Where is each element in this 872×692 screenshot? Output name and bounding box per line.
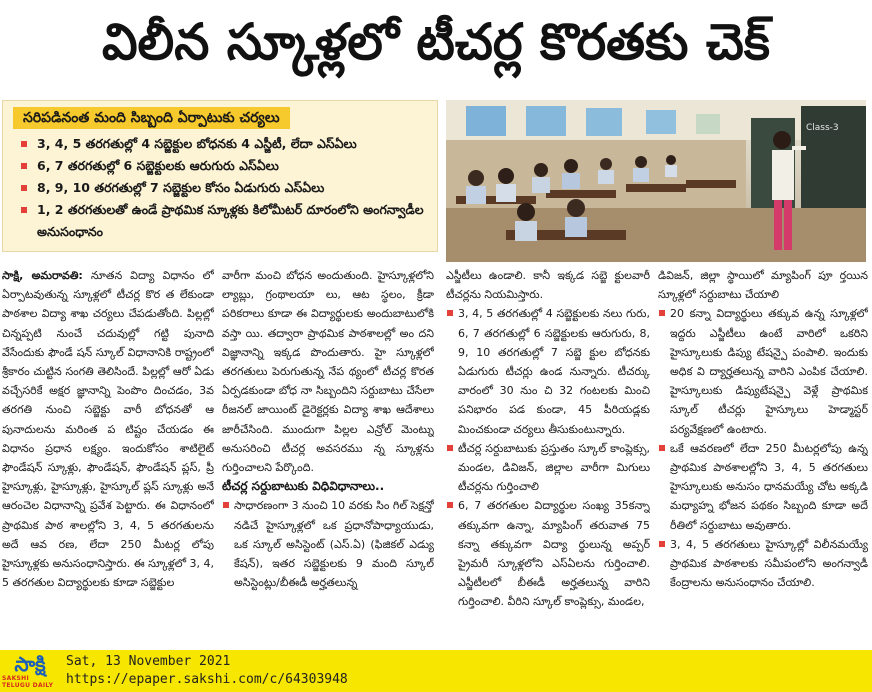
- column-3-bullet: 6, 7 తరగతుల విద్యార్థుల సంఖ్య 35కన్నా తక్కువగా ఉన్నా, మ్యాపింగ్ తరువాత 75 కన్నా తక్కువగా విద్యా ర్థులున్న అప్పర్ ప్రైమరీ స్కూళ్లలోని ఎస్ఏలను గుర్తించాలి. ఎస్జీటీలలో బీఈడీ అర్హతలున్న వారిని గుర్తించాలి. వీరిని స్కూల్ కాంప్లెక్సు, మండల,: [446, 496, 650, 611]
- sakshi-logo: [2, 652, 58, 690]
- column-3-bullet: టీచర్ల సర్దుబాటుకు ప్రస్తుతం స్కూల్ కాంప్లెక్సు, మండల, డివిజన్, జిల్లాల వారీగా మిగులు టీచర్లను గుర్తించాలి: [446, 439, 650, 497]
- column-4-bullet: 20 కన్నా విద్యార్థులు తక్కువ ఉన్న స్కూళ్లలో ఇద్దరు ఎస్జీటీలు ఉంటే వారిలో ఒకరిని హైస్కూలుకు డిప్యు టేషన్పై పంపాలి. ఇందుకు అధిక వి ద్యార్హతలున్న వారిని ఎంపిక చేయాలి. హైస్కూలుకు డిప్యుటేషన్పై వెళ్లే ప్రాథమిక స్కూల్ టీచర్లు హైస్కూలు హెడ్మాస్టర్ పర్యవేక్షణలో ఉంటారు.: [658, 304, 868, 438]
- article-column-3: [446, 266, 650, 650]
- info-bullet: 6, 7 తరగతుల్లో 6 సబ్జెక్టులకు ఆరుగురు ఎస్ఏలు: [15, 155, 435, 177]
- info-bullet: 3, 4, 5 తరగతుల్లో 4 సబ్జెక్టుల బోధనకు 4 ఎస్జీటీ, లేదా ఎస్ఏలు: [15, 133, 435, 155]
- edition-date: Sat, 13 November 2021: [66, 654, 231, 669]
- classroom-photo: [446, 100, 866, 262]
- article-column-1: [2, 266, 214, 650]
- dateline: సాక్షి, అమరావతి:: [2, 269, 83, 282]
- info-bullet: 1, 2 తరగతులతో ఉండే ప్రాథమిక స్కూళ్లకు కిలోమీటర్ దూరంలోని అంగన్వాడీల అనుసంధానం: [15, 199, 435, 243]
- column-2-text: వారీగా మంచి బోధన అందుతుంది. హైస్కూళ్లలోని ల్యాబ్లు, గ్రంథాలయా లు, ఆట స్థలం, క్రీడా పరికరాలు కూడా ఈ విద్యార్థులకు అందుబాటులోకి వస్తా యి. తద్వారా ప్రాథమిక పాఠశాలల్లో అం దని విజ్ఞానాన్ని ఇక్కడ పొందుతారు. హై స్కూళ్లలో తరగతులు పెరుగుతున్న నేప థ్యంలో టీచర్ల కొరత ఏర్పడకుండా బోధ నా సిబ్బందిని సర్దుబాటు చేసేలా రీజనల్ జాయింట్ డైరెక్టర్లకు విద్యా శాఖ ఆదేశాలు జారీచేసింది. ముందుగా పిల్లల ఎన్రోల్ మెంట్ను అనుసరించి టీచర్ల అవసరము న్న స్కూళ్లను గుర్తించాలని పేర్కొంది.: [222, 269, 434, 475]
- column-3-text: ఎస్జీటీలు ఉండాలి. కానీ ఇక్కడ సబ్జె క్టులవారీ టీచర్లను నియమిస్తారు.: [446, 269, 650, 302]
- column-1-text: నూతన విద్యా విధానం లో ఏర్పాటవుతున్న స్కూళ్లలో టీచర్ల కొర త లేకుండా పాఠశాల విద్యా శాఖ చర్యలు చేపడుతోంది. పిల్లల్లో చిన్నప్పటి నుంచే చదువుల్లో గట్టి పునాది వేసేందుకు ఫౌండే షన్ స్కూల్ విధానానికి రాష్ట్రంలో శ్రీకారం చుట్టిన సంగతి తెలిసిందే. పిల్లల్లో ఆరో ఏడు వచ్చేసరికే అక్షర జ్ఞానాన్ని పెంపొం దించడం, 3వ తరగతి నుంచి సబ్జెక్టు వారీ బోధనతో ఆ పునాదులను మరింత ప టిష్టం చేయడం ఈ విధానం ప్రధాన లక్ష్యం. ఇందుకోసం శాటిలైట్ ఫౌండేషన్ స్కూళ్లు, ఫౌండేషన్, ఫౌండేషన్ ప్లస్, ప్రీ హైస్కూళ్లు, హైస్కూళ్లు, హైస్కూల్ ప్లస్ స్కూళ్లు అనే ఆరంచెల విధానాన్ని ప్రవేశ పెట్టారు. ఈ విధానంలో ప్రాథమిక పాఠ శాలల్లోని 3, 4, 5 తరగతులను అదే ఆవ రణ, లేదా 250 మీటర్ల లోపు హైస్కూళ్లకు అనుసంధానిస్తారు. ఈ స్కూళ్లలో 3, 4, 5 తరగతుల విద్యార్థులకు కూడా సబ్జెక్టుల: [2, 269, 214, 590]
- article-column-4: [658, 266, 868, 650]
- board-text: Class-3: [806, 123, 839, 133]
- column-4-text: డివిజన్, జిల్లా స్థాయిలో మ్యాపింగ్ పూ ర్తయిన స్కూళ్లలో సర్దుబాటు చేయాలి: [658, 269, 868, 302]
- column-2-bullet: సాధారణంగా 3 నుంచి 10 వరకు సిం గిల్ సెక్షన్తో నడిచే హైస్కూళ్లలో ఒక ప్రధానోపాధ్యాయుడు, ఒక స్కూల్ అసిస్టెంట్ (ఎస్.ఏ) (ఫిజికల్ ఎడ్యు కేషన్), ఇతర సబ్జెక్టులకు 9 మంది స్కూల్ అసిస్టెంట్లు/బీఈడీ అర్హతలున్న: [222, 496, 434, 592]
- info-box-list: [15, 133, 435, 243]
- column-3-bullet: 3, 4, 5 తరగతుల్లో 4 సబ్జెక్టులకు నలు గురు, 6, 7 తరగతుల్లో 6 సబ్జెక్టులకు ఆరుగురు, 8, 9, 10 తరగతుల్లో 7 సబ్జె క్టుల బోధనకు ఏడుగురు టీచర్లు ఉండ నున్నారు. టీచర్కు వారంలో 30 నుం చి 32 గంటలకు మించి పనిభారం పడ కుండా, 45 పీరియడ్లకు మించకుండా చర్యలు తీసుకుంటున్నారు.: [446, 304, 650, 438]
- info-bullet: 8, 9, 10 తరగతుల్లో 7 సబ్జెక్టుల కోసం ఏడుగురు ఎస్ఏలు: [15, 177, 435, 199]
- subheading: టీచర్ల సర్దుబాటుకు విధివిధానాలు..: [222, 479, 385, 494]
- epaper-link[interactable]: https://epaper.sakshi.com/c/64303948: [66, 672, 348, 687]
- logo-mark: సాక్షి: [14, 652, 46, 676]
- article-column-2: [222, 266, 434, 650]
- column-4-bullet: ఒకే ఆవరణలో లేదా 250 మీటర్లలోపు ఉన్న ప్రాథమిక పాఠశాలల్లోని 3, 4, 5 తరగతులు హైస్కూలుకు అనుసం ధానమయ్యే చోట అక్కడి మధ్యాహ్న భోజన పథకం సిబ్బంది కూడా అదే రీతిలో సర్దుబాటు అవుతారు.: [658, 439, 868, 535]
- info-box: [2, 100, 438, 252]
- info-box-title: సరిపడినంత మంది సిబ్బంది ఏర్పాటుకు చర్యలు: [13, 107, 290, 129]
- footer-text: [66, 653, 348, 689]
- logo-subtitle: SAKSHI TELUGU DAILY: [2, 675, 54, 689]
- column-4-bullet: 3, 4, 5 తరగతులు హైస్కూల్లో విలీనమయ్యే ప్రాథమిక పాఠశాలకు సమీపంలోని అంగన్వాడీ కేంద్రాలను అనుసంధానం చేయాలి.: [658, 535, 868, 593]
- headline: విలీన స్కూళ్లలో టీచర్ల కొరతకు చెక్: [102, 12, 770, 71]
- classroom-photo-drawing: [446, 100, 866, 262]
- footer-bar: [0, 650, 872, 692]
